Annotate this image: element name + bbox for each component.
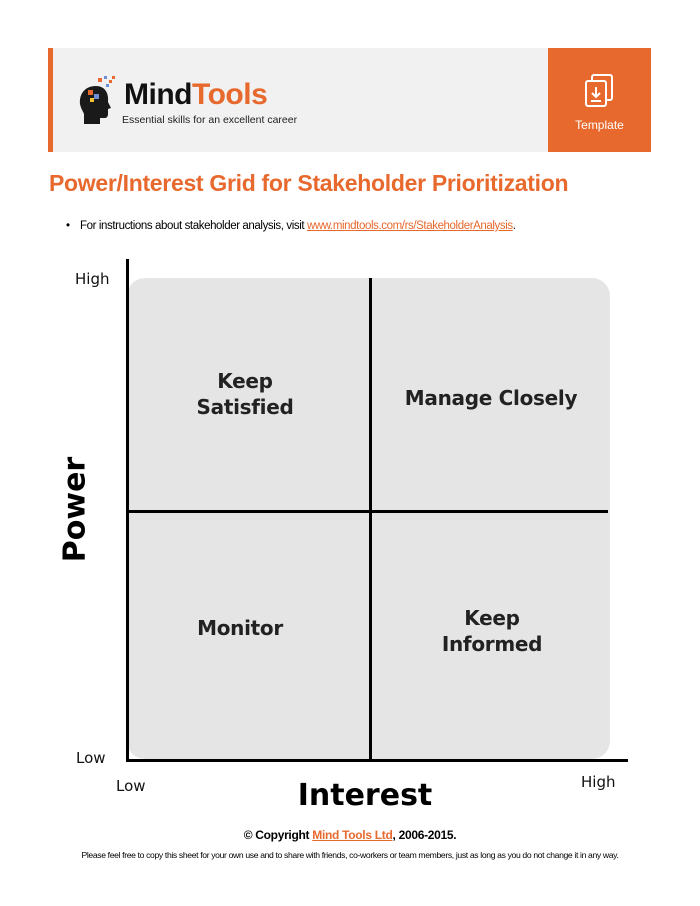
y-axis-high-label: High xyxy=(75,270,110,288)
quadrant-keep-informed-line2: Informed xyxy=(441,632,543,656)
page-title: Power/Interest Grid for Stakeholder Prioritization xyxy=(49,170,569,196)
y-axis-low-label: Low xyxy=(76,749,106,767)
quadrant-keep-satisfied-line1: Keep xyxy=(217,369,273,393)
mindtools-logo[interactable] xyxy=(76,70,336,140)
quadrant-keep-informed xyxy=(412,605,572,657)
brand-tools: Tools xyxy=(191,78,268,111)
y-axis-title: Power xyxy=(57,456,93,563)
header-accent-bar xyxy=(48,48,53,152)
x-axis-high-label: High xyxy=(581,773,616,791)
y-axis-line xyxy=(126,259,129,761)
instructions-text: For instructions about stakeholder analysis, visit xyxy=(80,220,307,232)
instructions-trailing: . xyxy=(512,220,516,232)
document-download-icon xyxy=(584,74,614,108)
quadrant-manage-closely xyxy=(380,385,602,411)
fine-print: Please feel free to copy this sheet for your own use and to share with friends, co-workers or team members, just as long as you do not change it in any way. xyxy=(81,850,619,860)
bullet-icon: • xyxy=(66,220,70,232)
mindtools-ltd-link[interactable]: Mind Tools Ltd xyxy=(312,828,393,842)
copyright-suffix: , 2006-2015. xyxy=(392,828,457,842)
template-label: Template xyxy=(575,118,624,132)
brand-tagline: Essential skills for an excellent career xyxy=(122,114,298,126)
grid-vertical-divider xyxy=(369,278,372,760)
copyright-line xyxy=(0,828,700,842)
head-profile-icon xyxy=(76,76,118,126)
x-axis-low-label: Low xyxy=(116,777,146,795)
quadrant-keep-informed-line1: Keep xyxy=(464,606,520,630)
quadrant-keep-satisfied xyxy=(170,368,320,420)
copyright-prefix: © Copyright xyxy=(243,828,313,842)
template-badge[interactable] xyxy=(548,48,651,152)
quadrant-manage-closely-line1: Manage Closely xyxy=(404,386,578,410)
quadrant-monitor-line1: Monitor xyxy=(197,616,283,640)
x-axis-line xyxy=(126,759,628,762)
brand-name xyxy=(124,78,267,112)
stakeholder-analysis-link[interactable]: www.mindtools.com/rs/StakeholderAnalysis xyxy=(306,220,513,232)
quadrant-monitor xyxy=(170,615,310,641)
instructions-line xyxy=(66,220,516,232)
brand-mind: Mind xyxy=(124,78,192,111)
header-band xyxy=(48,48,651,152)
grid-horizontal-divider xyxy=(127,510,608,513)
quadrant-keep-satisfied-line2: Satisfied xyxy=(196,395,294,419)
x-axis-title: Interest xyxy=(297,778,433,813)
